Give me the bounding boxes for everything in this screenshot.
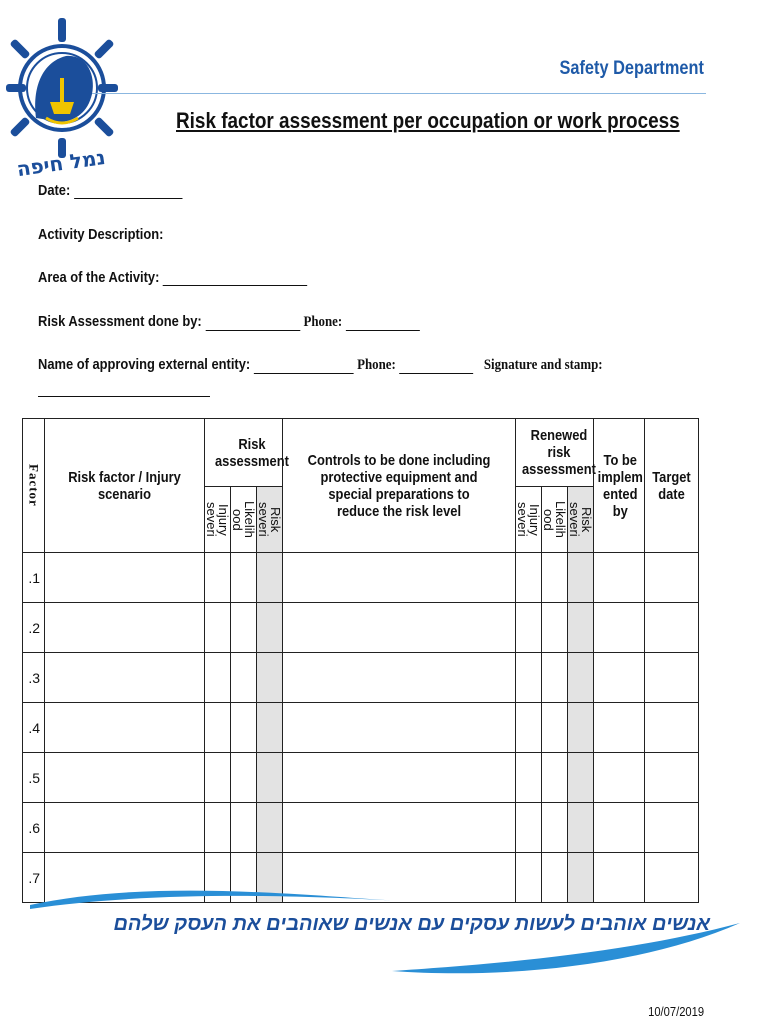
approving-label: Name of approving external entity:: [38, 356, 251, 373]
implemented-by-header: To be implem ented by: [594, 419, 645, 553]
area-field: [38, 269, 307, 286]
cell-injury[interactable]: [205, 553, 231, 603]
cell-renewed-risk[interactable]: [568, 603, 594, 653]
cell-renewed-risk[interactable]: [568, 703, 594, 753]
cell-injury[interactable]: [205, 703, 231, 753]
row-number: .5: [23, 753, 45, 803]
cell-controls[interactable]: [283, 753, 516, 803]
likelihood-header: Likelih ood: [231, 487, 257, 553]
cell-renewed-injury[interactable]: [516, 703, 542, 753]
renewed-risk-severity-header: Risk severi: [568, 487, 594, 553]
row-number: .3: [23, 653, 45, 703]
renewed-injury-severity-header: Injury severi: [516, 487, 542, 553]
cell-target-date[interactable]: [645, 603, 699, 653]
cell-implemented-by[interactable]: [594, 603, 645, 653]
cell-target-date[interactable]: [645, 803, 699, 853]
row-number: .4: [23, 703, 45, 753]
date-field: [38, 182, 182, 199]
cell-target-date[interactable]: [645, 553, 699, 603]
cell-renewed-risk[interactable]: [568, 553, 594, 603]
date-label: Date:: [38, 182, 71, 199]
cell-target-date[interactable]: [645, 753, 699, 803]
cell-renewed-likelihood[interactable]: [542, 653, 568, 703]
row-number: .7: [23, 853, 45, 903]
table-row: [23, 803, 699, 853]
phone-label: Phone:: [303, 314, 343, 330]
cell-renewed-injury[interactable]: [516, 753, 542, 803]
approving-field: [38, 356, 603, 374]
cell-renewed-injury[interactable]: [516, 553, 542, 603]
cell-risk-factor[interactable]: [45, 603, 205, 653]
table-row: [23, 653, 699, 703]
port-logo: [6, 18, 118, 194]
cell-risk-factor[interactable]: [45, 653, 205, 703]
cell-renewed-risk[interactable]: [568, 653, 594, 703]
cell-likelihood[interactable]: [231, 753, 257, 803]
signature-label: Signature and stamp:: [483, 357, 603, 373]
cell-likelihood[interactable]: [231, 553, 257, 603]
cell-injury[interactable]: [205, 653, 231, 703]
cell-risk[interactable]: [257, 803, 283, 853]
cell-renewed-injury[interactable]: [516, 803, 542, 853]
page-title: Risk factor assessment per occupation or work process: [176, 108, 680, 133]
cell-renewed-likelihood[interactable]: [542, 753, 568, 803]
cell-implemented-by[interactable]: [594, 653, 645, 703]
risk-assessment-header: Risk assessment: [205, 419, 283, 487]
footer-slogan: אנשים אוהבים לעשות עסקים עם אנשים שאוהבים את העסק שלהם: [113, 913, 710, 935]
cell-controls[interactable]: [283, 553, 516, 603]
cell-likelihood[interactable]: [231, 703, 257, 753]
logo-text: נמל חיפה: [15, 144, 107, 182]
cell-controls[interactable]: [283, 603, 516, 653]
phone2-input[interactable]: [399, 359, 473, 374]
department-label: Safety Department: [559, 58, 704, 79]
cell-renewed-risk[interactable]: [568, 753, 594, 803]
renewed-assessment-header: Renewed risk assessment: [516, 419, 594, 487]
cell-risk-factor[interactable]: [45, 753, 205, 803]
phone-input[interactable]: [346, 316, 420, 331]
cell-injury[interactable]: [205, 603, 231, 653]
cell-likelihood[interactable]: [231, 653, 257, 703]
table-row: [23, 753, 699, 803]
cell-risk[interactable]: [257, 603, 283, 653]
risk-severity-header: Risk severi: [257, 487, 283, 553]
cell-controls[interactable]: [283, 653, 516, 703]
cell-risk-factor[interactable]: [45, 553, 205, 603]
cell-likelihood[interactable]: [231, 803, 257, 853]
phone2-label: Phone:: [357, 357, 396, 373]
risk-factor-header: Risk factor / Injury scenario: [45, 419, 205, 553]
cell-risk-factor[interactable]: [45, 703, 205, 753]
cell-likelihood[interactable]: [231, 603, 257, 653]
cell-target-date[interactable]: [645, 653, 699, 703]
factor-header: Factor: [23, 419, 45, 553]
cell-implemented-by[interactable]: [594, 803, 645, 853]
cell-risk[interactable]: [257, 753, 283, 803]
done-by-field: [38, 313, 420, 331]
cell-implemented-by[interactable]: [594, 753, 645, 803]
controls-header: Controls to be done including protective equipment and special preparations to reduce the risk level: [283, 419, 516, 553]
cell-implemented-by[interactable]: [594, 553, 645, 603]
footer-date: 10/07/2019: [648, 1004, 704, 1019]
signature-line[interactable]: [38, 396, 210, 397]
done-by-input[interactable]: [205, 316, 300, 331]
renewed-likelihood-header: Likelih ood: [542, 487, 568, 553]
table-row: [23, 703, 699, 753]
table-row: [23, 553, 699, 603]
row-number: .6: [23, 803, 45, 853]
cell-target-date[interactable]: [645, 703, 699, 753]
cell-controls[interactable]: [283, 703, 516, 753]
area-input[interactable]: [163, 271, 307, 286]
cell-renewed-injury[interactable]: [516, 653, 542, 703]
cell-risk-factor[interactable]: [45, 803, 205, 853]
cell-risk[interactable]: [257, 703, 283, 753]
table-row: [23, 603, 699, 653]
area-label: Area of the Activity:: [38, 269, 160, 286]
activity-description-label: Activity Description:: [38, 226, 164, 243]
row-number: .2: [23, 603, 45, 653]
cell-risk[interactable]: [257, 553, 283, 603]
cell-renewed-likelihood[interactable]: [542, 703, 568, 753]
row-number: .1: [23, 553, 45, 603]
target-date-header: Target date: [645, 419, 699, 553]
cell-renewed-risk[interactable]: [568, 803, 594, 853]
injury-severity-header: Injury severi: [205, 487, 231, 553]
header-divider: [92, 93, 706, 94]
cell-risk[interactable]: [257, 653, 283, 703]
risk-table: [22, 418, 699, 903]
cell-injury[interactable]: [205, 803, 231, 853]
cell-renewed-likelihood[interactable]: [542, 803, 568, 853]
approving-input[interactable]: [254, 359, 354, 374]
cell-renewed-likelihood[interactable]: [542, 603, 568, 653]
cell-controls[interactable]: [283, 803, 516, 853]
cell-renewed-injury[interactable]: [516, 603, 542, 653]
cell-renewed-likelihood[interactable]: [542, 553, 568, 603]
cell-injury[interactable]: [205, 753, 231, 803]
done-by-label: Risk Assessment done by:: [38, 313, 202, 330]
cell-implemented-by[interactable]: [594, 703, 645, 753]
date-input[interactable]: [74, 184, 182, 199]
